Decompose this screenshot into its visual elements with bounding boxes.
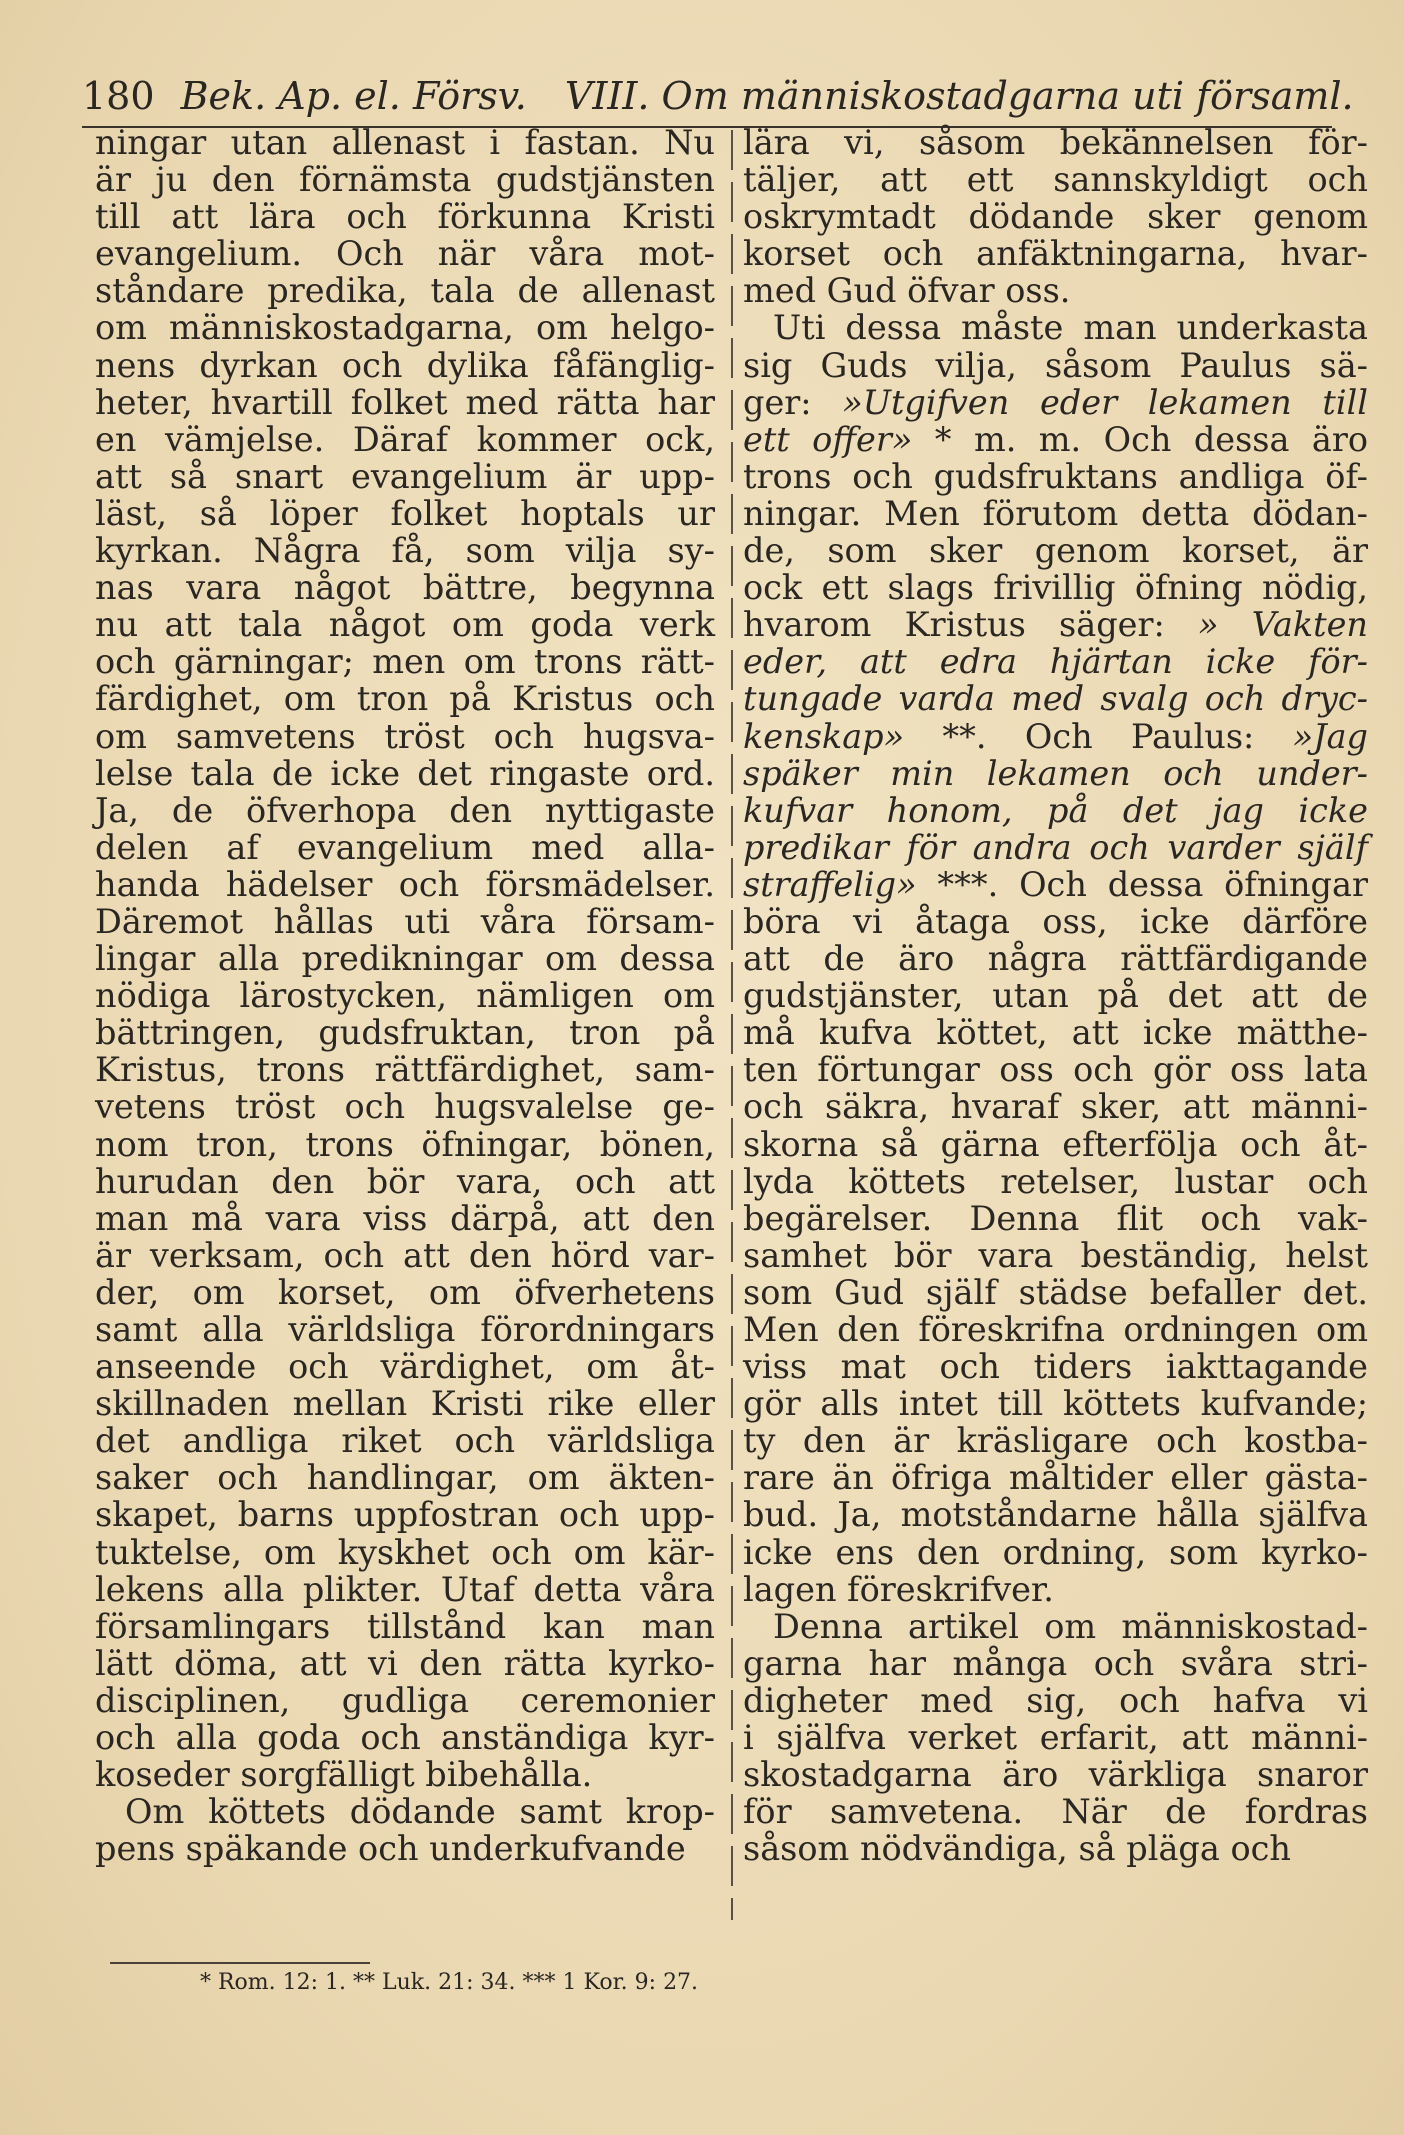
text-run: garna har många och svåra stri- — [743, 1643, 1368, 1683]
page-number: 180 — [82, 74, 155, 118]
text-line — [743, 1830, 1368, 1867]
text-run: digheter med sig, och hafva vi — [743, 1680, 1368, 1720]
text-line: pens späkande och underkufvande — [95, 1829, 686, 1869]
text-line — [743, 866, 1368, 903]
text-run: sig Guds vilja, såsom Paulus sä- — [743, 345, 1368, 385]
footnote: * Rom. 12: 1. ** Luk. 21: 34. *** 1 Kor. 9: 27. — [200, 1970, 699, 1995]
text-line — [743, 1459, 1368, 1496]
text-line: nens dyrkan och dylika fåfänglig- — [95, 345, 715, 385]
text-line — [743, 1311, 1368, 1348]
text-line: skapet, barns uppfostran och upp- — [95, 1495, 715, 1535]
text-line: färdighet, om tron på Kristus och — [95, 679, 715, 719]
text-run: skostadgarna äro värkliga snaror — [743, 1755, 1368, 1795]
text-line — [743, 161, 1368, 198]
text-run: straffelig» — [743, 864, 917, 904]
text-line: tuktelse, om kyskhet och om kär- — [95, 1532, 715, 1572]
text-line — [743, 1682, 1368, 1719]
text-line: lätt döma, att vi den rätta kyrko- — [95, 1643, 715, 1683]
text-line — [743, 421, 1368, 458]
text-line: nödiga lärostycken, nämligen om — [95, 976, 715, 1016]
text-line: och gärningar; men om trons rätt- — [95, 642, 715, 682]
header-chapter-title: VIII. Om människostadgarna uti församl. — [564, 74, 1354, 118]
text-line — [743, 124, 1368, 161]
text-line — [743, 643, 1368, 680]
text-line — [743, 1719, 1368, 1756]
text-line: om människostadgarna, om helgo- — [95, 308, 715, 348]
text-run: i själfva verket erfarit, att männi- — [743, 1718, 1368, 1758]
text-run: ett offer» — [743, 419, 913, 459]
running-header — [82, 66, 1354, 126]
text-line: nu att tala något om goda verk — [95, 605, 715, 645]
text-line: skillnaden mellan Kristi rike eller — [95, 1384, 715, 1424]
text-line — [743, 1163, 1368, 1200]
text-run: »Utgifven eder lekamen till — [842, 382, 1368, 422]
text-run: med Gud öfvar oss. — [743, 271, 1071, 311]
text-run: ningar. Men förutom detta dödan- — [743, 493, 1368, 533]
text-line: man må vara viss därpå, att den — [95, 1198, 715, 1238]
right-column — [743, 124, 1368, 1867]
text-line: Ja, de öfverhopa den nyttigaste — [95, 790, 715, 830]
text-run: viss mat och tiders iakttagande — [743, 1347, 1368, 1387]
text-line: saker och handlingar, om äkten- — [95, 1458, 715, 1498]
text-line — [743, 309, 1368, 346]
text-line — [743, 1422, 1368, 1459]
text-line — [743, 272, 1368, 309]
text-run: Uti dessa måste man underkasta — [773, 308, 1368, 348]
text-run: ***. Och dessa öfningar — [916, 864, 1368, 904]
text-run: korset och anfäktningarna, hvar- — [743, 234, 1368, 274]
text-line: läst, så löper folket hoptals ur — [95, 493, 715, 533]
text-line — [743, 829, 1368, 866]
text-run: att de äro några rättfärdigande — [743, 939, 1368, 979]
text-line: Om köttets dödande samt krop- — [125, 1792, 715, 1832]
text-line — [743, 384, 1368, 421]
text-line: Kristus, trons rättfärdighet, sam- — [95, 1050, 715, 1090]
text-line — [743, 1088, 1368, 1125]
text-run: ock ett slags frivillig öfning nödig, — [743, 568, 1368, 608]
text-line — [743, 680, 1368, 717]
text-run: predikar för andra och varder själf — [743, 827, 1368, 867]
text-line — [743, 347, 1368, 384]
text-line — [743, 1274, 1368, 1311]
text-run: rare än öfriga måltider eller gästa- — [743, 1458, 1368, 1498]
text-run: begärelser. Denna flit och vak- — [743, 1198, 1368, 1238]
text-run: kenskap» — [743, 716, 905, 756]
left-column — [95, 124, 715, 1867]
text-line: evangelium. Och när våra mot- — [95, 234, 715, 274]
header-book-title: Bek. Ap. el. Försv. — [180, 74, 527, 118]
text-line: församlingars tillstånd kan man — [95, 1606, 715, 1646]
text-line: ståndare predika, tala de allenast — [95, 271, 715, 311]
text-line: der, om korset, om öfverhetens — [95, 1272, 715, 1312]
text-run: » Vakten — [1198, 605, 1368, 645]
text-run: eder, att edra hjärtan icke för- — [743, 642, 1368, 682]
text-line: en vämjelse. Däraf kommer ock, — [95, 419, 715, 459]
text-line: är verksam, och att den hörd var- — [95, 1235, 715, 1275]
text-line: och alla goda och anständiga kyr- — [95, 1718, 715, 1758]
text-line: hurudan den bör vara, och att — [95, 1161, 715, 1201]
text-line — [743, 458, 1368, 495]
text-line: ningar utan allenast i fastan. Nu — [95, 123, 715, 162]
text-line — [743, 1756, 1368, 1793]
text-run: trons och gudsfruktans andliga öf- — [743, 456, 1368, 496]
text-line — [743, 1237, 1368, 1274]
text-line: handa hädelser och försmädelser. — [95, 864, 715, 904]
text-run: samhet bör vara beständig, helst — [743, 1235, 1368, 1275]
text-line — [743, 1051, 1368, 1088]
text-run: ten förtungar oss och gör oss lata — [743, 1050, 1368, 1090]
text-line: nas vara något bättre, begynna — [95, 568, 715, 608]
text-line: samt alla världsliga förordningars — [95, 1310, 715, 1349]
text-run: lagen föreskrifver. — [743, 1569, 1054, 1609]
text-run: * m. m. Och dessa äro — [912, 419, 1369, 459]
text-line: om samvetens tröst och hugsva- — [95, 716, 715, 756]
text-line — [743, 755, 1368, 792]
text-run: bud. Ja, motståndarne hålla själfva — [743, 1495, 1368, 1535]
text-run: lära vi, såsom bekännelsen för- — [743, 123, 1368, 162]
text-run: gör alls intet till köttets kufvande; — [743, 1384, 1368, 1424]
text-line — [743, 1348, 1368, 1385]
text-line: heter, hvartill folket med rätta har — [95, 382, 715, 422]
text-run: må kufva köttet, att icke mätthe- — [743, 1013, 1368, 1053]
text-line — [743, 606, 1368, 643]
text-line: delen af evangelium med alla- — [95, 827, 715, 867]
text-run: hvarom Kristus säger: — [743, 605, 1199, 645]
text-run: de, som sker genom korset, är — [743, 531, 1368, 571]
text-run: som Gud själf städse befaller det. — [743, 1272, 1368, 1312]
text-line — [743, 1645, 1368, 1682]
column-divider — [731, 130, 733, 1920]
text-line — [743, 532, 1368, 569]
text-line: Däremot hållas uti våra försam- — [95, 901, 715, 941]
text-line: koseder sorgfälligt bibehålla. — [95, 1755, 593, 1795]
text-run: Men den föreskrifna ordningen om — [743, 1310, 1368, 1349]
text-line — [743, 1200, 1368, 1237]
text-run: skorna så gärna efterfölja och åt- — [743, 1124, 1368, 1164]
text-line — [743, 569, 1368, 606]
text-run: för samvetena. När de fordras — [743, 1792, 1368, 1832]
text-line — [743, 1793, 1368, 1830]
text-line: nom tron, trons öfningar, bönen, — [95, 1124, 715, 1164]
text-line: att så snart evangelium är upp- — [95, 456, 715, 496]
text-run: ger: — [743, 382, 843, 422]
text-run: oskrymtadt dödande sker genom — [743, 197, 1368, 237]
text-run: såsom nödvändiga, så pläga och — [743, 1829, 1291, 1869]
text-line — [743, 198, 1368, 235]
text-line — [743, 1385, 1368, 1422]
text-line — [743, 792, 1368, 829]
text-line: är ju den förnämsta gudstjänsten — [95, 160, 715, 200]
text-line — [743, 977, 1368, 1014]
text-line: vetens tröst och hugsvalelse ge- — [95, 1087, 715, 1127]
text-line: kyrkan. Några få, som vilja sy- — [95, 531, 715, 571]
text-line — [743, 718, 1368, 755]
text-line: bättringen, gudsfruktan, tron på — [95, 1013, 715, 1053]
footnote-rule — [110, 1962, 370, 1964]
text-line: lingar alla predikningar om dessa — [95, 939, 715, 979]
text-run: tungade varda med svalg och dryc- — [743, 679, 1368, 719]
text-run: och säkra, hvaraf sker, att männi- — [743, 1087, 1368, 1127]
text-run: späker min lekamen och under- — [743, 753, 1368, 793]
text-run: kufvar honom, på det jag icke — [743, 790, 1368, 830]
text-line: disciplinen, gudliga ceremonier — [95, 1680, 715, 1720]
text-line: det andliga riket och världsliga — [95, 1421, 715, 1461]
text-run: »Jag — [1292, 716, 1368, 756]
text-run: ty den är kräsligare och kostba- — [743, 1421, 1368, 1461]
text-run: gudstjänster, utan på det att de — [743, 976, 1368, 1016]
text-run: icke ens den ordning, som kyrko- — [743, 1532, 1368, 1572]
text-line: anseende och värdighet, om åt- — [95, 1347, 715, 1387]
text-line — [743, 1608, 1368, 1645]
text-line — [743, 1571, 1368, 1608]
text-run: täljer, att ett sannskyldigt och — [743, 160, 1368, 200]
text-line — [743, 1126, 1368, 1163]
text-run: lyda köttets retelser, lustar och — [743, 1161, 1368, 1201]
text-line — [743, 940, 1368, 977]
text-run: Denna artikel om människostad- — [773, 1606, 1368, 1646]
text-line — [743, 1014, 1368, 1051]
text-line — [743, 235, 1368, 272]
text-line: lelse tala de icke det ringaste ord. — [95, 753, 715, 793]
text-line: till att lära och förkunna Kristi — [95, 197, 715, 237]
text-line — [743, 1496, 1368, 1533]
text-run: **. Och Paulus: — [904, 716, 1293, 756]
text-run: böra vi åtaga oss, icke därföre — [743, 901, 1368, 941]
text-line: lekens alla plikter. Utaf detta våra — [95, 1569, 715, 1609]
text-line — [743, 495, 1368, 532]
text-line — [743, 903, 1368, 940]
text-line — [743, 1534, 1368, 1571]
